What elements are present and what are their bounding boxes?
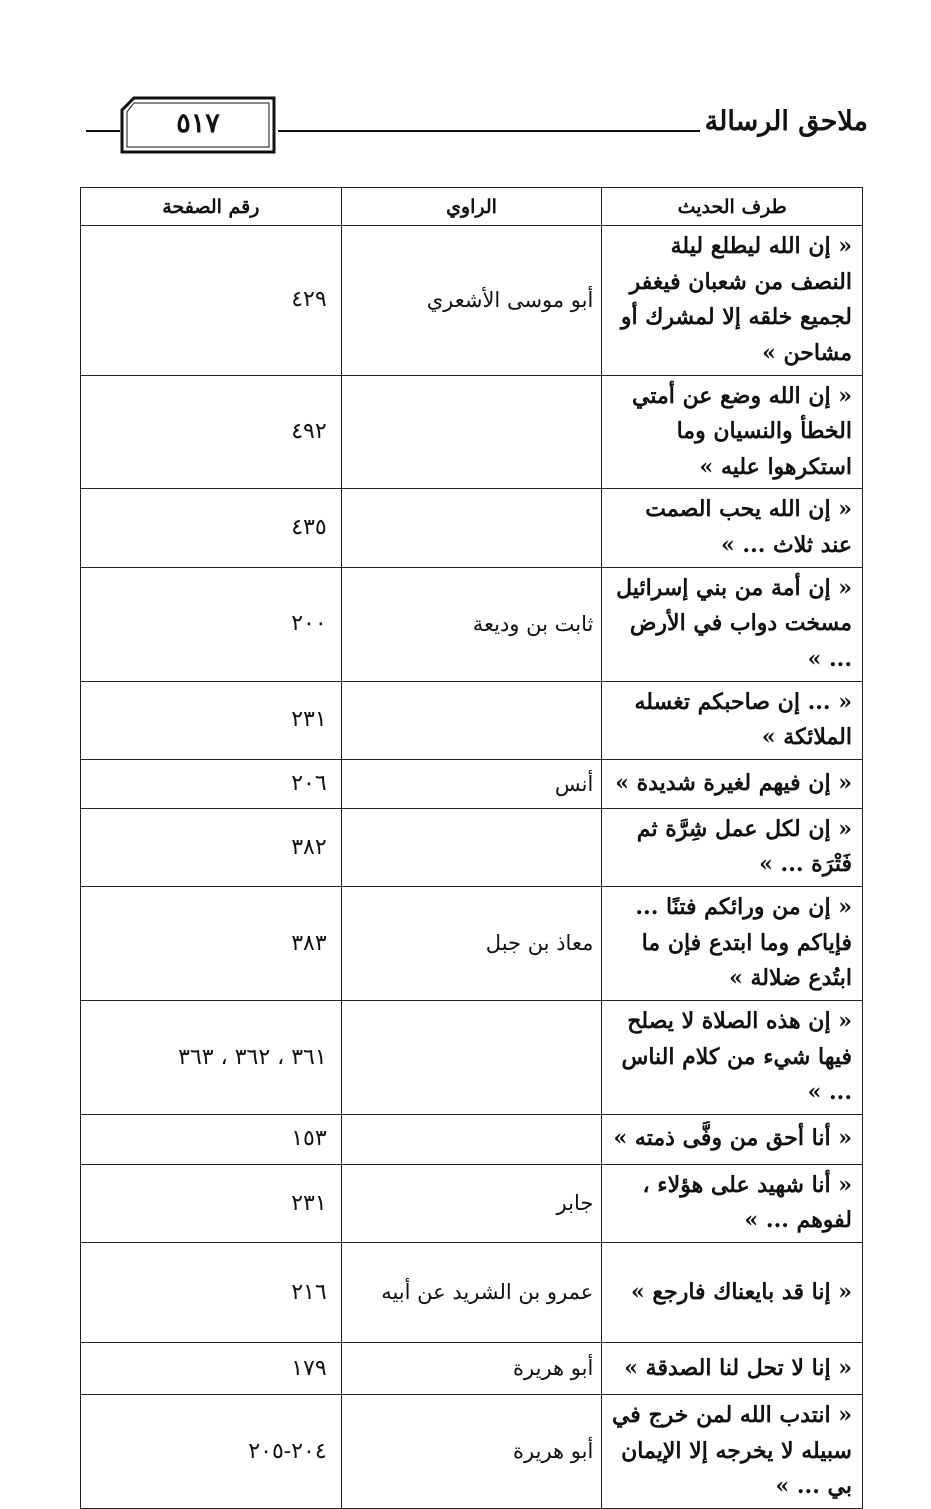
hadith-cell: « إن من ورائكم فتنًا ... فإياكم وما ابتدع فإن ما ابتُدع ضلالة »	[602, 887, 863, 1001]
header-rule-left	[86, 130, 120, 132]
table-row	[81, 489, 863, 567]
narrator-cell: أبو موسى الأشعري	[341, 226, 602, 376]
table-row	[81, 1164, 863, 1242]
page-cell: ٣٦١ ، ٣٦٢ ، ٣٦٣	[81, 1000, 342, 1114]
narrator-cell: عمرو بن الشريد عن أبيه	[341, 1243, 602, 1343]
page-cell: ١٥٣	[81, 1114, 342, 1164]
hadith-cell: « إنا قد بايعناك فارجع »	[602, 1243, 863, 1343]
page-cell: ١٧٩	[81, 1343, 342, 1395]
page-cell: ٤٢٩	[81, 226, 342, 376]
page-cell: ٤٩٢	[81, 375, 342, 489]
narrator-cell: أنس	[341, 759, 602, 808]
hadith-cell: « إن الله يحب الصمت عند ثلاث ... »	[602, 489, 863, 567]
column-header-narrator: الراوي	[341, 188, 602, 226]
header-row	[81, 188, 863, 226]
page-cell: ٤٣٥	[81, 489, 342, 567]
table-row	[81, 1343, 863, 1395]
hadith-cell: « أنا أحق من وفَّى ذمته »	[602, 1114, 863, 1164]
narrator-cell: ثابت بن وديعة	[341, 567, 602, 681]
hadith-cell: « إن لكل عمل شِرَّة ثم فَتْرَة ... »	[602, 808, 863, 886]
narrator-cell	[341, 489, 602, 567]
page-number: ٥١٧	[176, 108, 220, 139]
narrator-cell	[341, 808, 602, 886]
hadith-cell: « إن هذه الصلاة لا يصلح فيها شيء من كلام الناس ... »	[602, 1000, 863, 1114]
page-cell: ٢٠٤-٢٠٥	[81, 1395, 342, 1509]
table-row	[81, 375, 863, 489]
hadith-cell: « أنا شهيد على هؤلاء ، لفوهم ... »	[602, 1164, 863, 1242]
hadith-cell: « انتدب الله لمن خرج في سبيله لا يخرجه إلا الإيمان بي ... »	[602, 1395, 863, 1509]
hadith-cell: « ... إن صاحبكم تغسله الملائكة »	[602, 681, 863, 759]
page-cell: ٢٠٠	[81, 567, 342, 681]
narrator-cell	[341, 681, 602, 759]
page-header	[86, 92, 868, 158]
table-head	[81, 188, 863, 226]
column-header-page: رقم الصفحة	[81, 188, 342, 226]
hadith-cell: « إنا لا تحل لنا الصدقة »	[602, 1343, 863, 1395]
page-cell: ٢٠٦	[81, 759, 342, 808]
table-row	[81, 567, 863, 681]
table-row	[81, 1395, 863, 1509]
hadith-cell: « إن الله ليطلع ليلة النصف من شعبان فيغفر لجميع خلقه إلا لمشرك أو مشاحن »	[602, 226, 863, 376]
narrator-cell: أبو هريرة	[341, 1343, 602, 1395]
header-rule	[278, 130, 700, 132]
table-row	[81, 1000, 863, 1114]
hadith-index-table	[80, 187, 863, 1509]
table-row	[81, 1114, 863, 1164]
table-row	[81, 1243, 863, 1343]
page-cell: ٢١٦	[81, 1243, 342, 1343]
narrator-cell: معاذ بن جبل	[341, 887, 602, 1001]
table-row	[81, 887, 863, 1001]
hadith-cell: « إن الله وضع عن أمتي الخطأ والنسيان وما استكرهوا عليه »	[602, 375, 863, 489]
table-row	[81, 681, 863, 759]
narrator-cell: أبو هريرة	[341, 1395, 602, 1509]
page-cell: ٣٨٢	[81, 808, 342, 886]
page-number-box	[120, 96, 276, 154]
narrator-cell	[341, 1000, 602, 1114]
hadith-cell: « إن فيهم لغيرة شديدة »	[602, 759, 863, 808]
page-cell: ٢٣١	[81, 681, 342, 759]
page-cell: ٣٨٣	[81, 887, 342, 1001]
table-row	[81, 226, 863, 376]
section-title: ملاحق الرسالة	[704, 106, 868, 137]
column-header-hadith: طرف الحديث	[602, 188, 863, 226]
table-row	[81, 759, 863, 808]
table-body	[81, 226, 863, 1509]
page-cell: ٢٣١	[81, 1164, 342, 1242]
narrator-cell: جابر	[341, 1164, 602, 1242]
narrator-cell	[341, 1114, 602, 1164]
table-row	[81, 808, 863, 886]
narrator-cell	[341, 375, 602, 489]
hadith-cell: « إن أمة من بني إسرائيل مسخت دواب في الأرض ... »	[602, 567, 863, 681]
